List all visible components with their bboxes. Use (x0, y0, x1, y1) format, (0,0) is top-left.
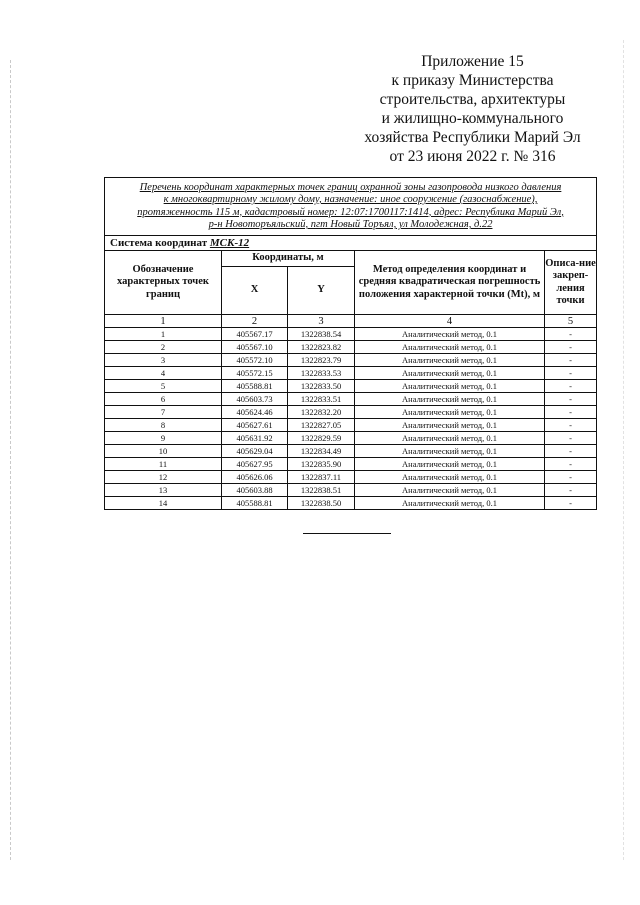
header-row (105, 251, 597, 267)
x-cell: 405572.15 (222, 367, 288, 380)
description-cell: - (545, 354, 597, 367)
coordinate-system (105, 236, 597, 251)
description-cell: - (545, 458, 597, 471)
description-cell: - (545, 471, 597, 484)
point-number-cell: 3 (105, 354, 222, 367)
description-cell: - (545, 497, 597, 510)
y-cell: 1322823.79 (288, 354, 355, 367)
description-cell: - (545, 406, 597, 419)
y-cell: 1322834.49 (288, 445, 355, 458)
point-number-cell: 14 (105, 497, 222, 510)
point-number-cell: 6 (105, 393, 222, 406)
table-row (105, 328, 597, 341)
table-row (105, 354, 597, 367)
column-number: 4 (355, 315, 545, 328)
description-cell: - (545, 367, 597, 380)
appendix-line: Приложение 15 (421, 53, 524, 70)
description-cell: - (545, 328, 597, 341)
method-cell: Аналитический метод, 0.1 (355, 458, 545, 471)
description-cell: - (545, 484, 597, 497)
point-number-cell: 9 (105, 432, 222, 445)
table-row (105, 497, 597, 510)
appendix-line: от 23 июня 2022 г. № 316 (389, 148, 556, 165)
x-cell: 405567.10 (222, 341, 288, 354)
point-number-cell: 2 (105, 341, 222, 354)
appendix-line: строительства, архитектуры (379, 91, 566, 108)
coordinate-system-row (105, 236, 597, 251)
y-cell: 1322833.51 (288, 393, 355, 406)
table-row (105, 458, 597, 471)
point-number-cell: 7 (105, 406, 222, 419)
method-cell: Аналитический метод, 0.1 (355, 432, 545, 445)
scan-edge-left (10, 60, 11, 860)
x-cell: 405626.06 (222, 471, 288, 484)
table-caption-row (105, 178, 597, 236)
table-row (105, 484, 597, 497)
y-cell: 1322833.50 (288, 380, 355, 393)
point-number-cell: 1 (105, 328, 222, 341)
caption-line: Перечень координат характерных точек границ охранной зоны газопровода низкого давления (139, 181, 562, 193)
method-cell: Аналитический метод, 0.1 (355, 380, 545, 393)
point-number-cell: 12 (105, 471, 222, 484)
header-point: Обозначение характерных точек границ (105, 251, 222, 315)
table-row (105, 341, 597, 354)
method-cell: Аналитический метод, 0.1 (355, 471, 545, 484)
table-row (105, 432, 597, 445)
description-cell: - (545, 419, 597, 432)
method-cell: Аналитический метод, 0.1 (355, 406, 545, 419)
table-row (105, 406, 597, 419)
y-cell: 1322838.54 (288, 328, 355, 341)
method-cell: Аналитический метод, 0.1 (355, 445, 545, 458)
description-cell: - (545, 393, 597, 406)
description-cell: - (545, 380, 597, 393)
point-number-cell: 11 (105, 458, 222, 471)
y-cell: 1322832.20 (288, 406, 355, 419)
column-number: 2 (222, 315, 288, 328)
appendix-line: и жилищно-коммунального (381, 110, 564, 127)
header-coords: Координаты, м (222, 251, 355, 267)
x-cell: 405631.92 (222, 432, 288, 445)
table-row (105, 419, 597, 432)
x-cell: 405624.46 (222, 406, 288, 419)
table-row (105, 367, 597, 380)
description-cell: - (545, 445, 597, 458)
header-description: Описа-ние закреп-ления точки (545, 251, 597, 315)
caption-line: к многоквартирному жилому дому, назначение: иное сооружение (газоснабжение), (163, 194, 538, 205)
y-cell: 1322827.05 (288, 419, 355, 432)
column-number: 3 (288, 315, 355, 328)
header-method: Метод определения координат и средняя квадратическая погрешность положения характерной точки (Mt), м (355, 251, 545, 315)
point-number-cell: 13 (105, 484, 222, 497)
point-number-cell: 10 (105, 445, 222, 458)
header-y: Y (288, 267, 355, 315)
method-cell: Аналитический метод, 0.1 (355, 341, 545, 354)
coordinates-table (104, 177, 597, 510)
method-cell: Аналитический метод, 0.1 (355, 328, 545, 341)
column-number: 1 (105, 315, 222, 328)
y-cell: 1322838.50 (288, 497, 355, 510)
caption-line: р-н Новоторъяльский, пгт Новый Торъял, ул Молодежная, д.22 (208, 219, 493, 230)
appendix-line: хозяйства Республики Марий Эл (364, 129, 581, 146)
x-cell: 405603.88 (222, 484, 288, 497)
y-cell: 1322829.59 (288, 432, 355, 445)
x-cell: 405588.81 (222, 380, 288, 393)
x-cell: 405603.73 (222, 393, 288, 406)
point-number-cell: 5 (105, 380, 222, 393)
description-cell: - (545, 432, 597, 445)
table-caption (105, 178, 597, 236)
method-cell: Аналитический метод, 0.1 (355, 497, 545, 510)
table-row (105, 471, 597, 484)
point-number-cell: 4 (105, 367, 222, 380)
caption-line: протяженность 115 м, кадастровый номер: 12:07:1700117:1414, адрес: Республика Марий Эл, (137, 206, 564, 218)
y-cell: 1322833.53 (288, 367, 355, 380)
x-cell: 405629.04 (222, 445, 288, 458)
method-cell: Аналитический метод, 0.1 (355, 367, 545, 380)
method-cell: Аналитический метод, 0.1 (355, 393, 545, 406)
appendix-line: к приказу Министерства (391, 72, 554, 89)
x-cell: 405567.17 (222, 328, 288, 341)
closing-rule (303, 533, 391, 534)
y-cell: 1322837.11 (288, 471, 355, 484)
point-number-cell: 8 (105, 419, 222, 432)
table-row (105, 393, 597, 406)
y-cell: 1322838.51 (288, 484, 355, 497)
column-number: 5 (545, 315, 597, 328)
method-cell: Аналитический метод, 0.1 (355, 419, 545, 432)
coordinate-system-name: МСК-12 (209, 236, 250, 249)
table-row (105, 445, 597, 458)
header-x: X (222, 267, 288, 315)
x-cell: 405627.61 (222, 419, 288, 432)
y-cell: 1322835.90 (288, 458, 355, 471)
x-cell: 405572.10 (222, 354, 288, 367)
y-cell: 1322823.82 (288, 341, 355, 354)
appendix-heading (300, 52, 640, 166)
table-row (105, 380, 597, 393)
coordinate-system-label: Система координат (110, 236, 208, 249)
column-numbers-row (105, 315, 597, 328)
x-cell: 405627.95 (222, 458, 288, 471)
method-cell: Аналитический метод, 0.1 (355, 354, 545, 367)
description-cell: - (545, 341, 597, 354)
x-cell: 405588.81 (222, 497, 288, 510)
method-cell: Аналитический метод, 0.1 (355, 484, 545, 497)
